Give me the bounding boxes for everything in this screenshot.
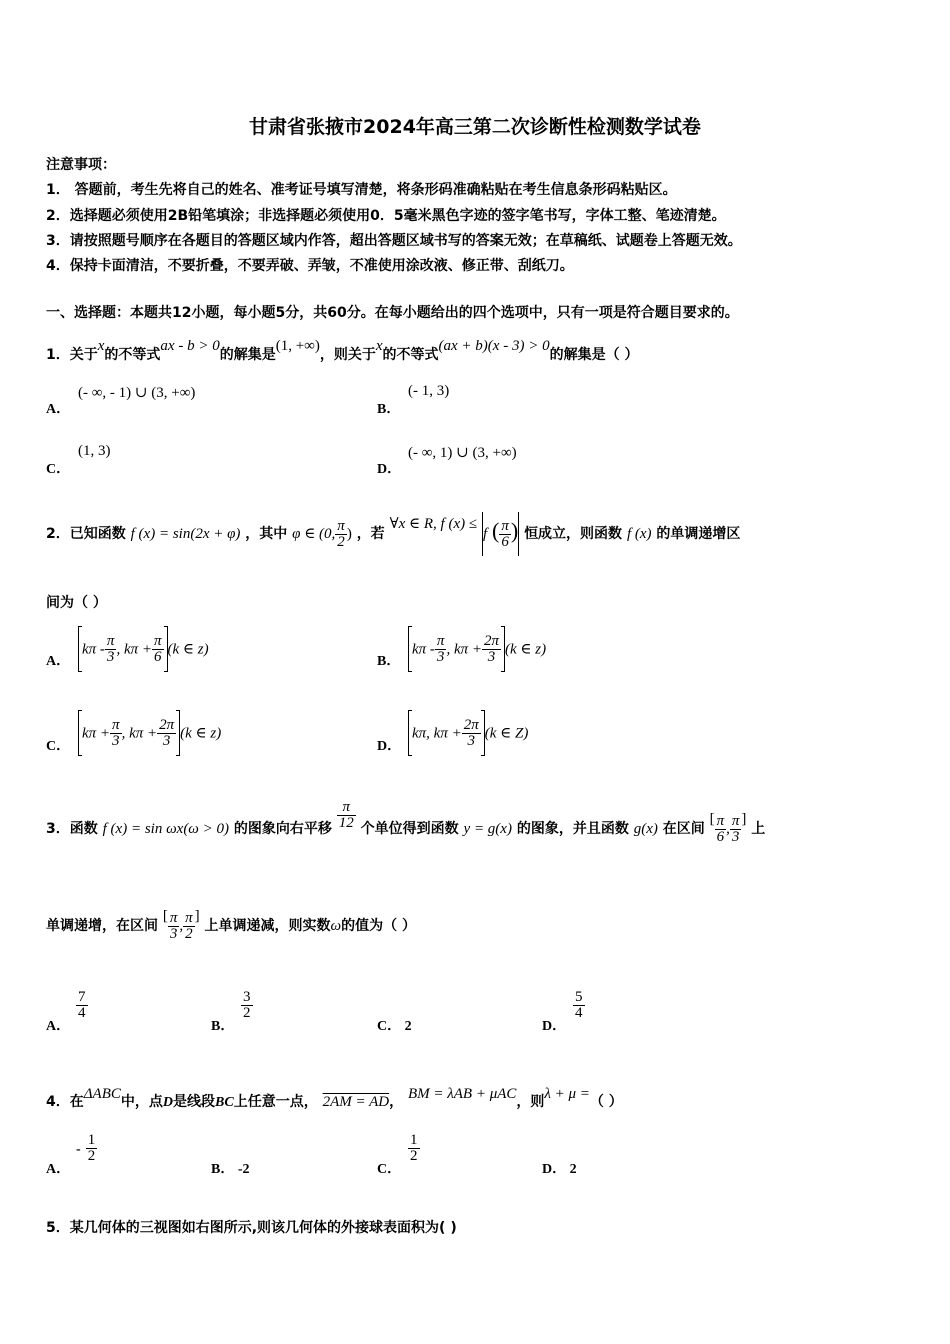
question-2-option-a-value: kπ - $\frac{\pi}{3}$ , kπ + $\frac{\pi}{6}$ (k ∈ z) (78, 626, 209, 672)
note-item: 3．请按照题号顺序在各题目的答题区域内作答，超出答题区域书写的答案无效；在草稿纸、试题卷上答题无效。 (46, 233, 742, 249)
question-4-option-a-value: - $\frac{1}{2}$ (76, 1132, 96, 1164)
question-3-option-d[interactable]: D． (542, 1019, 567, 1034)
section-heading: 一、选择题：本题共12小题，每小题5分，共60分。在每小题给出的四个选项中，只有一项是符合题目要求的。 (46, 305, 739, 321)
question-2-option-c-value: kπ + $\frac{\pi}{3}$ , kπ + $\frac{2\pi}{3}$ (k ∈ z) (78, 710, 221, 756)
question-1-option-b-value: (- 1, 3) (408, 383, 450, 399)
question-2-option-b-value: kπ - $\frac{\pi}{3}$ , kπ + $\frac{2\pi}{3}$ (k ∈ z) (408, 626, 546, 672)
question-1-option-c-value: (1, 3) (78, 443, 111, 459)
question-4-option-c[interactable]: C． (377, 1162, 402, 1177)
question-2-option-c[interactable]: C． (46, 739, 71, 754)
question-1-option-d-value: (- ∞, 1) ∪ (3, +∞) (408, 445, 517, 461)
question-3-option-b[interactable]: B． (211, 1019, 235, 1034)
question-3-option-a[interactable]: A． (46, 1019, 71, 1034)
question-4-option-d[interactable]: D． 2 (542, 1162, 577, 1177)
question-3-option-c[interactable]: C． 2 (377, 1019, 412, 1034)
question-2-option-a[interactable]: A． (46, 654, 71, 669)
question-1-stem: 1．关于x的不等式ax - b > 0的解集是(1, +∞)，则关于x的不等式(ax + b)(x - 3) > 0的解集是（ ） (46, 338, 639, 363)
page-title: 甘肃省张掖市2024年高三第二次诊断性检测数学试卷 (249, 116, 701, 138)
question-1-option-b[interactable]: B． (377, 402, 401, 417)
question-2-option-d-value: kπ, kπ + $\frac{2\pi}{3}$ (k ∈ Z) (408, 710, 528, 756)
question-3-stem-cont: 单调递增，在区间 [ $\frac{\pi}{3}$ , $\frac{\pi}{2}$ ] 上单调递减，则实数ω的值为（ ） (46, 908, 416, 942)
question-1-option-a[interactable]: A． (46, 402, 71, 417)
question-2-stem-cont: 间为（ ） (46, 595, 107, 611)
notes-heading: 注意事项： (46, 157, 116, 173)
question-2-stem: 2．已知函数 f (x) = sin(2x + φ) ，其中 φ ∈ (0, $\frac{\pi}{2}$ ) ，若 ∀x ∈ R, f (x) ≤ f ( $\frac{\pi}{6}$ ) 恒成立，则函数 f (x) 的单调递增区 (46, 512, 740, 556)
note-item: 2．选择题必须使用2B铅笔填涂；非选择题必须使用0．5毫米黑色字迹的签字笔书写，字体工整、笔迹清楚。 (46, 208, 726, 224)
question-4-option-a[interactable]: A． (46, 1162, 71, 1177)
note-item: 1． 答题前，考生先将自己的姓名、准考证号填写清楚，将条形码准确粘贴在考生信息条形码粘贴区。 (46, 182, 677, 198)
question-2-option-b[interactable]: B． (377, 654, 401, 669)
note-item: 4．保持卡面清洁，不要折叠，不要弄破、弄皱，不准使用涂改液、修正带、刮纸刀。 (46, 258, 574, 274)
question-3-stem: 3．函数 f (x) = sin ωx(ω > 0) 的图象向右平移 $\frac{\pi}{12}$ 个单位得到函数 y = g(x) 的图象，并且函数 g(x) 在区间 [ $\frac{\pi}{6}$ , $\frac{\pi}{3}$ ] 上 (46, 799, 766, 845)
question-4-option-b[interactable]: B． -2 (211, 1162, 250, 1177)
question-3-option-a-value: $\frac{7}{4}$ (78, 989, 86, 1021)
question-1-option-c[interactable]: C． (46, 462, 71, 477)
question-1-option-d[interactable]: D． (377, 462, 402, 477)
question-2-option-d[interactable]: D． (377, 739, 402, 754)
question-4-option-c-value: $\frac{1}{2}$ (410, 1132, 418, 1164)
question-3-option-d-value: $\frac{5}{4}$ (575, 989, 583, 1021)
question-4-stem: 4．在ΔABC中，点D是线段BC上任意一点， 2AM = AD， BM = λAB + μAC，则λ + μ =（ ） (46, 1086, 623, 1110)
question-5-stem: 5．某几何体的三视图如右图所示,则该几何体的外接球表面积为( ) (46, 1220, 457, 1236)
question-3-option-b-value: $\frac{3}{2}$ (243, 989, 251, 1021)
question-1-option-a-value: (- ∞, - 1) ∪ (3, +∞) (78, 385, 196, 401)
